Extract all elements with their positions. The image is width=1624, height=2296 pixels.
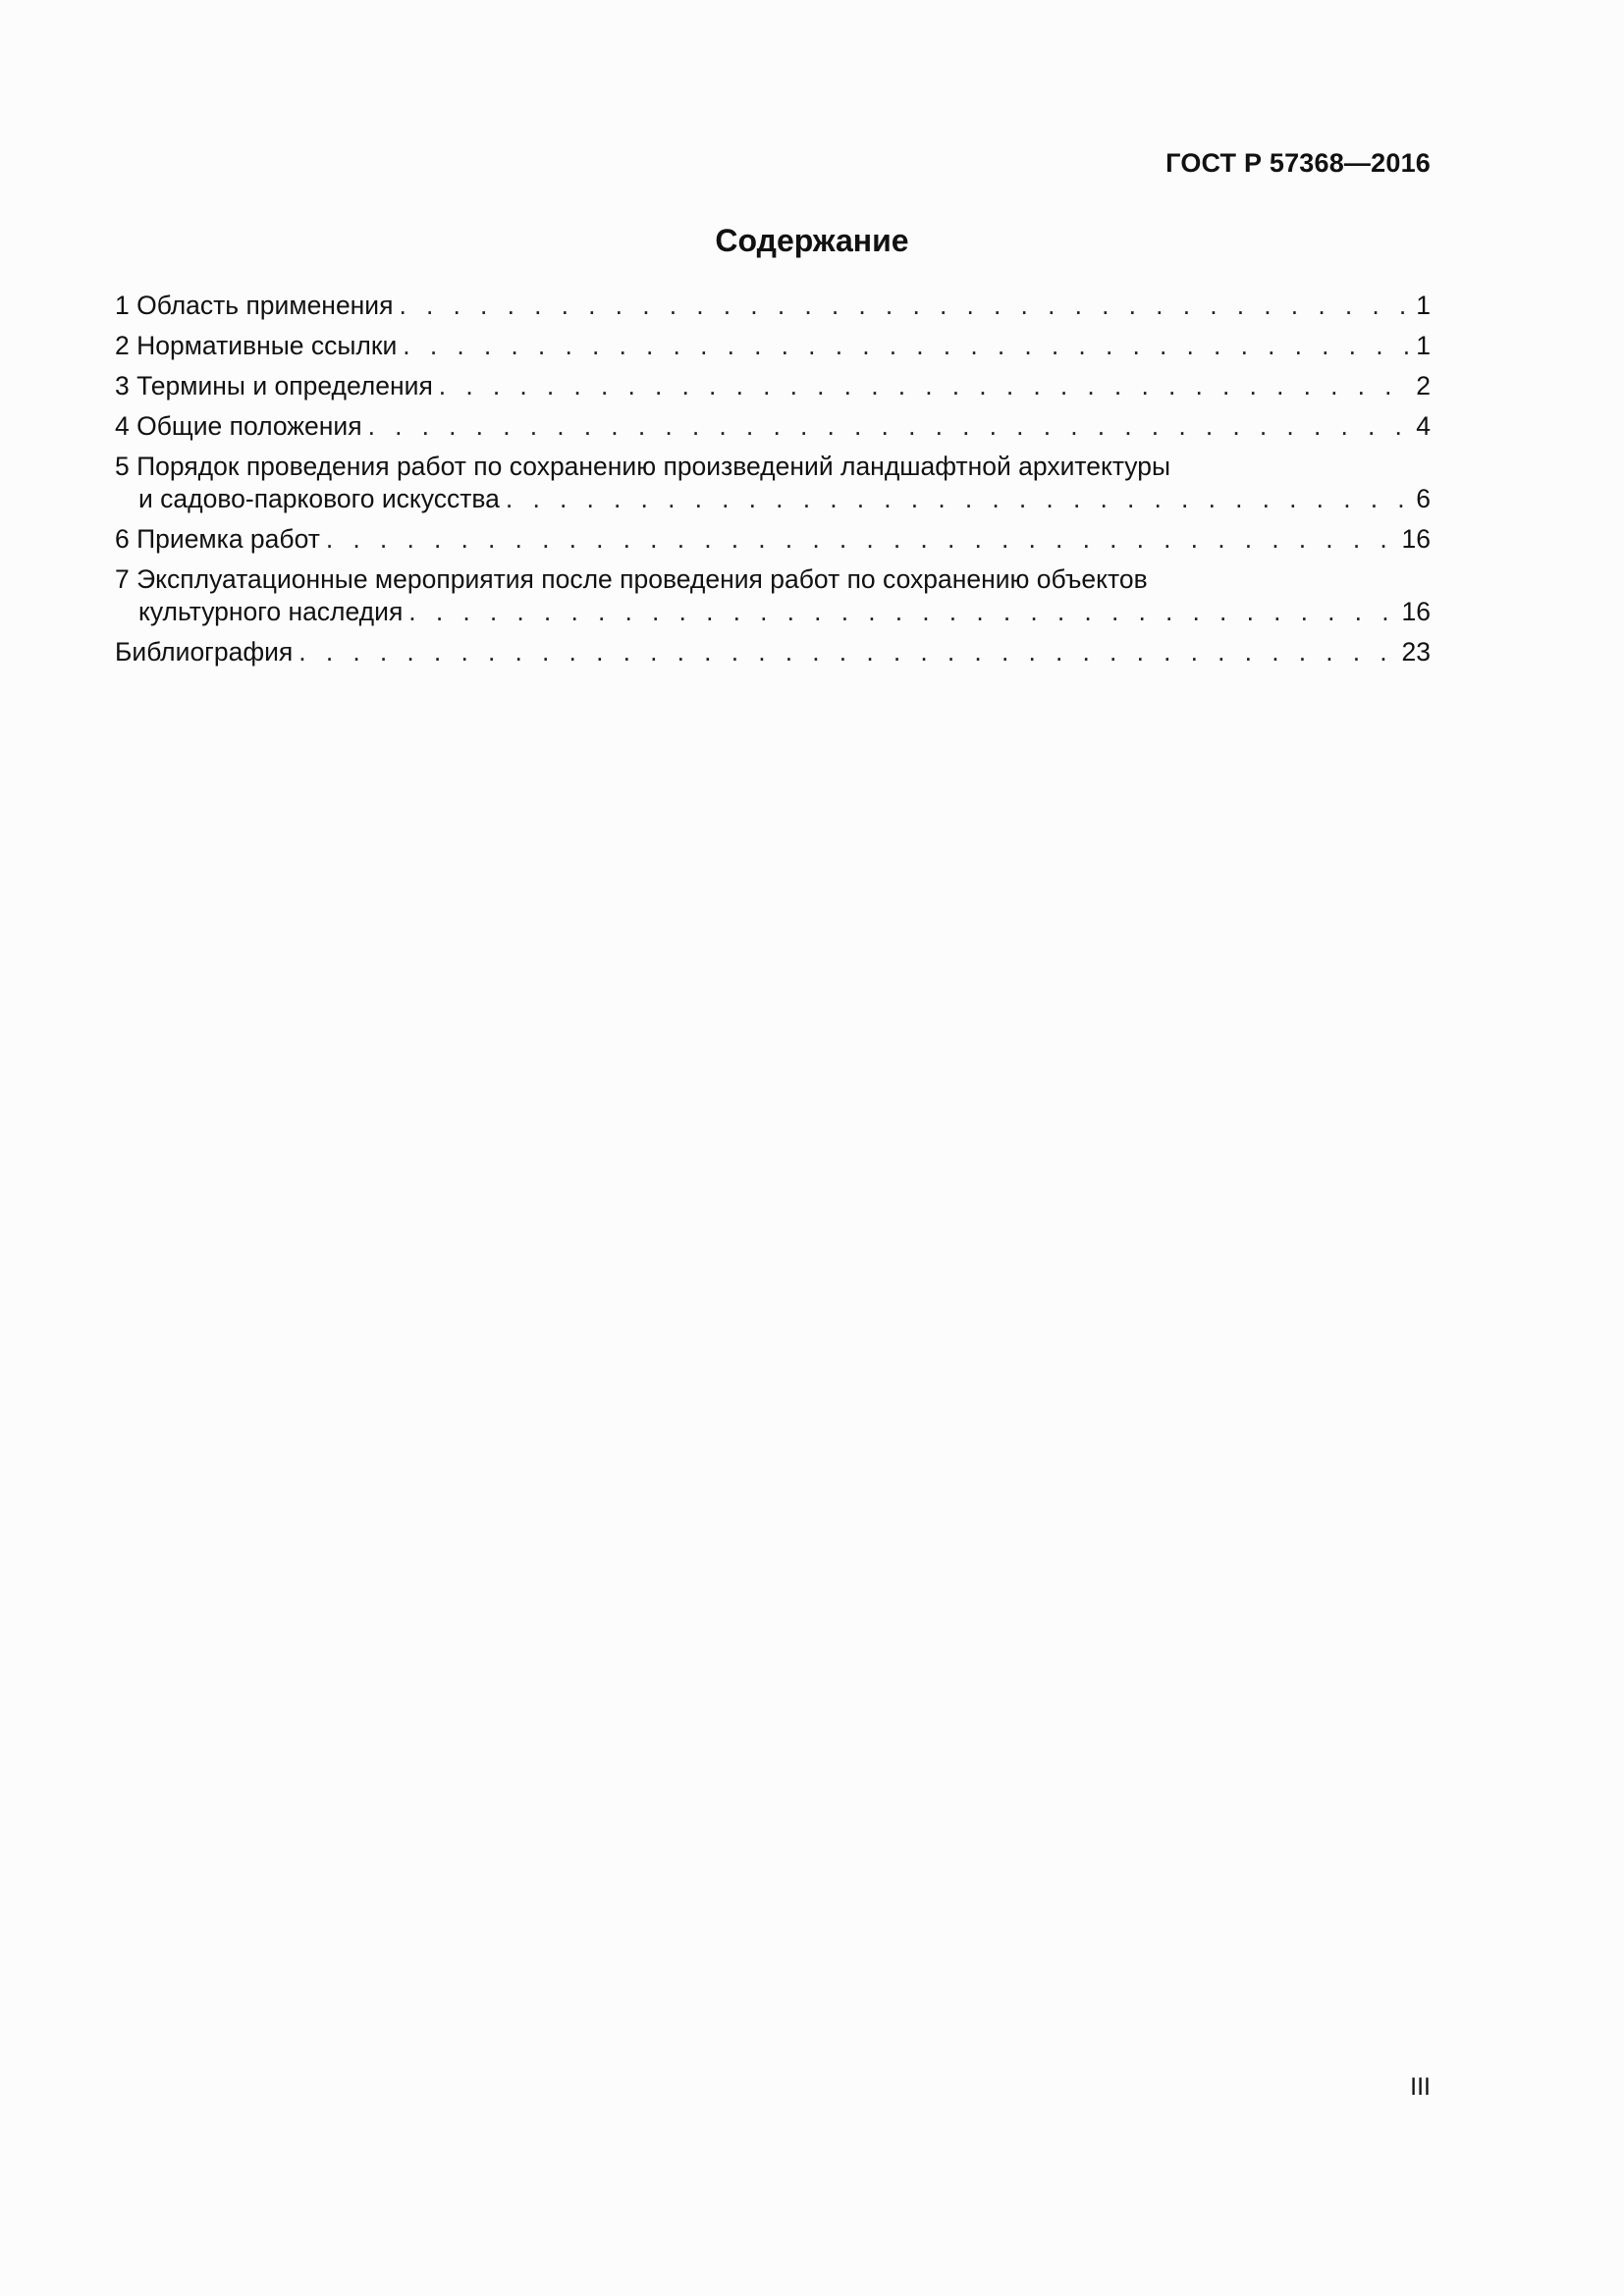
toc-entry-page: 23 [1401,637,1431,667]
dot-leader [439,370,1410,402]
toc-entry-bibliography [115,636,1431,668]
toc-entry-page: 16 [1401,597,1431,626]
toc-entry-page: 6 [1416,484,1431,513]
toc-entry-page: 4 [1416,411,1431,441]
dot-leader [399,290,1410,322]
toc-entry-title: Библиография [115,637,294,667]
toc-entry-title: 6 Приемка работ [115,524,320,554]
toc-entry-7 [115,563,1431,628]
document-code: ГОСТ Р 57368—2016 [1165,148,1431,178]
toc-entry-title: 4 Общие положения [115,411,362,441]
toc-entry-title: 1 Область применения [115,291,394,320]
dot-leader [408,596,1395,628]
toc-entry-page: 1 [1416,331,1431,360]
toc-entry-page: 2 [1416,371,1431,400]
toc-entry-page: 1 [1416,291,1431,320]
dot-leader [298,636,1395,668]
toc-entry-page: 16 [1401,524,1431,554]
toc-entry-1 [115,290,1431,322]
toc-entry-title: 2 Нормативные ссылки [115,331,398,360]
toc-entry-title-continued: и садово-паркового искусства [138,484,500,513]
dot-leader [506,483,1410,515]
toc-title: Содержание [715,223,909,258]
toc-entry-2 [115,330,1431,362]
toc-entry-5 [115,451,1431,515]
dot-leader [326,523,1396,556]
toc-entry-title: 5 Порядок проведения работ по сохранению произведений ландшафтной архитектуры [115,452,1171,481]
toc-entry-3 [115,370,1431,402]
toc-entry-6 [115,523,1431,556]
toc-entry-4 [115,410,1431,443]
dot-leader [403,330,1410,362]
table-of-contents [115,290,1431,676]
page-number: III [1410,2073,1431,2101]
toc-entry-title: 7 Эксплуатационные мероприятия после проведения работ по сохранению объектов [115,564,1148,594]
dot-leader [368,410,1411,443]
toc-entry-title-continued: культурного наследия [138,597,404,626]
toc-entry-title: 3 Термины и определения [115,371,433,400]
